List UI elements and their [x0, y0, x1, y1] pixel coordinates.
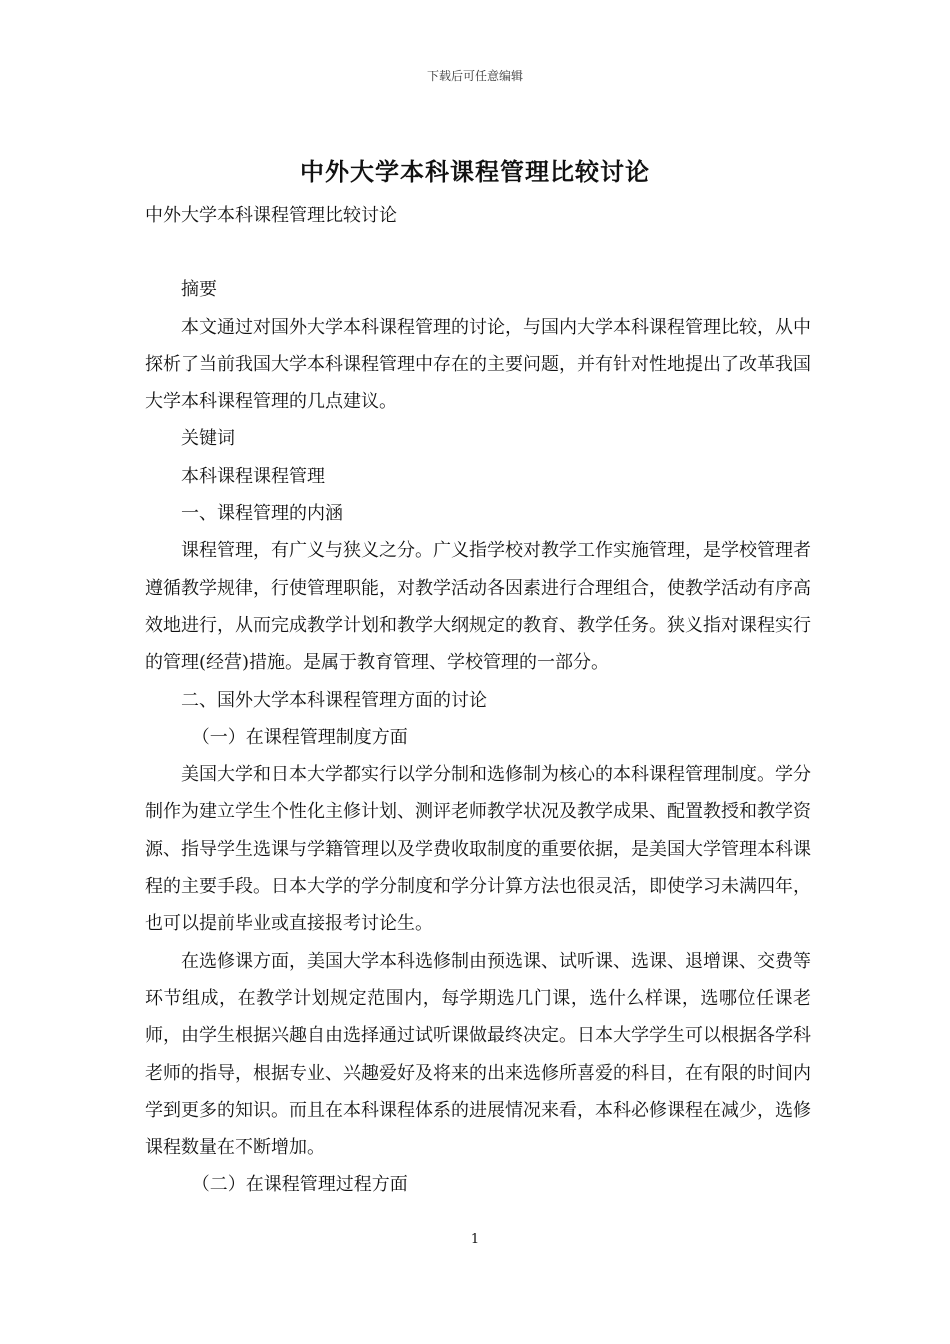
section-1-heading: 一、课程管理的内涵: [181, 503, 343, 525]
subtitle: 中外大学本科课程管理比较讨论: [145, 205, 397, 226]
document-body: [145, 197, 811, 1204]
subsection-1-paragraph-2: 在选修课方面，美国大学本科选修制由预选课、试听课、选课、退增课、交费等环节组成，在教学计划规定范围内，每学期选几门课，选什么样课，选哪位任课老师，由学生根据兴趣自由选择通过试听课做最终决定。日本大学学生可以根据各学科老师的指导，根据专业、兴趣爱好及将来的出来选修所喜爱的科目，在有限的时间内学到更多的知识。而且在本科课程体系的进展情况来看，本科必修课程在减少，选修课程数量在不断增加。: [145, 950, 811, 1159]
abstract-heading: 摘要: [181, 279, 217, 301]
section-1-paragraph: 课程管理，有广义与狭义之分。广义指学校对教学工作实施管理，是学校管理者遵循教学规律，行使管理职能，对教学活动各因素进行合理组合，使教学活动有序高效地进行，从而完成教学计划和教学大纲规定的教育、教学任务。狭义指对课程实行的管理(经营)措施。是属于教育管理、学校管理的一部分。: [145, 540, 811, 674]
page-header-note: 下载后可任意编辑: [426, 69, 523, 83]
page-number: 1: [470, 1232, 480, 1247]
section-2-heading: 二、国外大学本科课程管理方面的讨论: [181, 689, 487, 711]
document-title: 中外大学本科课程管理比较讨论: [300, 157, 650, 186]
subsection-1-paragraph-1: 美国大学和日本大学都实行以学分制和选修制为核心的本科课程管理制度。学分制作为建立学生个性化主修计划、测评老师教学状况及教学成果、配置教授和教学资源、指导学生选课与学籍管理以及学费收取制度的重要依据，是美国大学管理本科课程的主要手段。日本大学的学分制度和学分计算方法也很灵活，即使学习未满四年，也可以提前毕业或直接报考讨论生。: [145, 764, 811, 935]
keywords-heading: 关键词: [181, 428, 235, 450]
subsection-1-heading: （一）在课程管理制度方面: [191, 726, 408, 748]
blank-line: [145, 234, 811, 271]
subsection-2-heading: （二）在课程管理过程方面: [191, 1174, 408, 1196]
keywords-text: 本科课程课程管理: [181, 465, 325, 487]
abstract-text: 本文通过对国外大学本科课程管理的讨论，与国内大学本科课程管理比较，从中探析了当前我国大学本科课程管理中存在的主要问题，并有针对性地提出了改革我国大学本科课程管理的几点建议。: [145, 316, 811, 413]
